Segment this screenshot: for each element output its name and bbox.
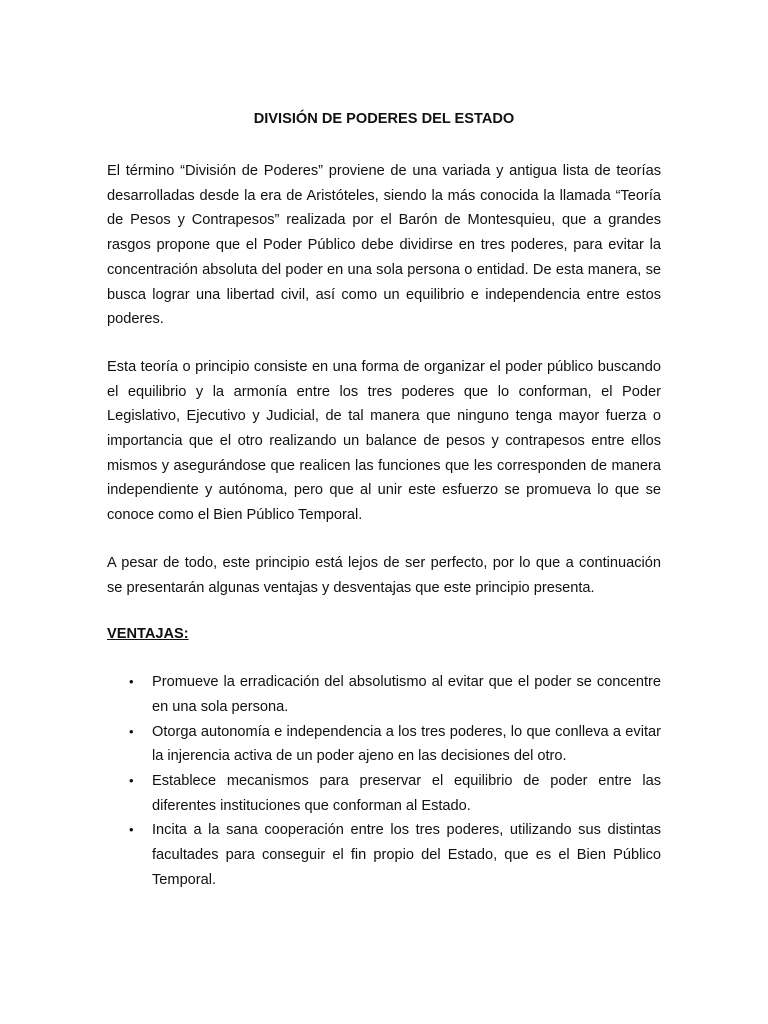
section-heading-ventajas: VENTAJAS: — [107, 626, 189, 643]
paragraph-principle: Esta teoría o principio consiste en una forma de organizar el poder público buscando el equilibrio y la armonía entre los tres poderes que lo conforman, el Poder Legislativo, Ejecutivo y Judicial, de tal manera que ninguno tenga mayor fuerza o importancia que el otro realizando un balance de pesos y contrapesos entre ellos mismos y asegurándose que realicen las funciones que les corresponden de manera independiente y autónoma, pero que al unir este esfuerzo se promueva lo que se conoce como el Bien Público Temporal. — [107, 358, 661, 524]
list-item — [107, 769, 661, 818]
list-item-text: Incita a la sana cooperación entre los tres poderes, utilizando sus distintas facultades para conseguir el fin propio del Estado, que es el Bien Público Temporal. — [152, 822, 661, 888]
bullet-icon: • — [129, 773, 134, 789]
document-body — [107, 108, 661, 893]
list-item-text: Otorga autonomía e independencia a los tres poderes, lo que conlleva a evitar la injerencia activa de un poder ajeno en las decisiones del otro. — [152, 723, 661, 765]
bullet-icon: • — [129, 674, 134, 690]
list-item-text: Establece mecanismos para preservar el equilibrio de poder entre las diferentes instituciones que conforman al Estado. — [152, 773, 661, 814]
list-item — [107, 818, 661, 892]
bullet-icon: • — [129, 723, 134, 739]
document-title: DIVISIÓN DE PODERES DEL ESTADO — [253, 111, 515, 127]
ventajas-list — [107, 670, 661, 892]
list-item-text: Promueve la erradicación del absolutismo al evitar que el poder se concentre en una sola persona. — [152, 674, 661, 715]
bullet-icon: • — [129, 822, 134, 838]
paragraph-transition: A pesar de todo, este principio está lejos de ser perfecto, por lo que a continuación se presentarán algunas ventajas y desventajas que este principio presenta. — [107, 554, 661, 596]
list-item — [107, 720, 661, 769]
list-item — [107, 670, 661, 719]
paragraph-intro: El término “División de Poderes” proviene de una variada y antigua lista de teorías desarrolladas desde la era de Aristóteles, siendo la más conocida la llamada “Teoría de Pesos y Contrapesos” realizada por el Barón de Montesquieu, que a grandes rasgos propone que el Poder Público debe dividirse en tres poderes, para evitar la concentración absoluta del poder en una sola persona o entidad. De esta manera, se busca lograr una libertad civil, así como un equilibrio e independencia entre estos poderes. — [107, 163, 661, 328]
